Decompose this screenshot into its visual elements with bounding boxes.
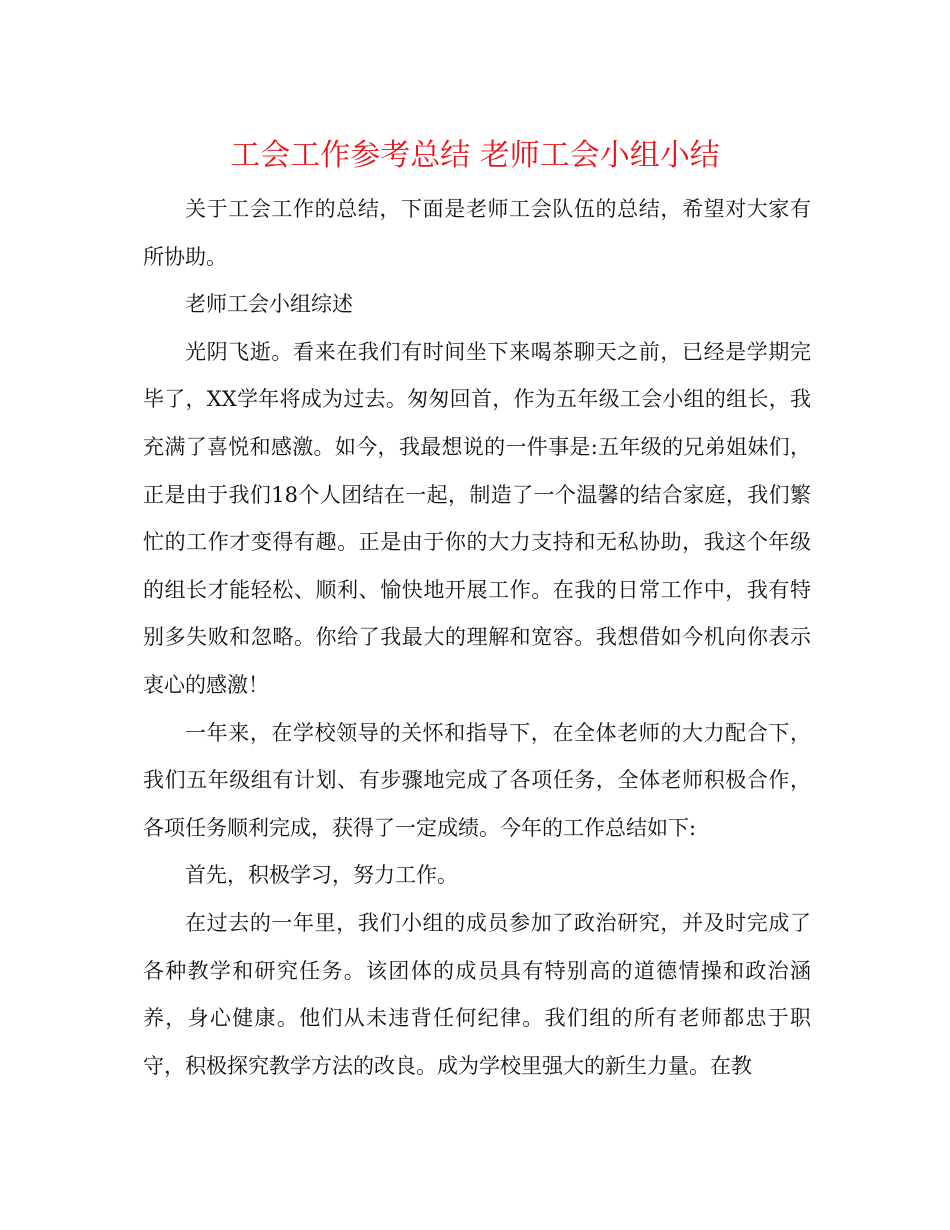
document-body (143, 186, 811, 1090)
paragraph-intro: 关于工会工作的总结，下面是老师工会队伍的总结，希望对大家有所协助。 (143, 197, 811, 269)
paragraph-year-summary: 一年来，在学校领导的关怀和指导下，在全体老师的大力配合下，我们五年级组有计划、有步骤地完成了各项任务，全体老师积极合作，各项任务顺利完成，获得了一定成绩。今年的工作总结如下: (143, 720, 811, 840)
paragraph-first-point: 首先，积极学习，努力工作。 (185, 863, 458, 888)
paragraph-study-details: 在过去的一年里，我们小组的成员参加了政治研究，并及时完成了各种教学和研究任务。该团体的成员具有特别高的道德情操和政治涵养，身心健康。他们从未违背任何纪律。我们组的所有老师都忠于职守，积极探究教学方法的改良。成为学校里强大的新生力量。在教 (143, 910, 811, 1078)
document-title: 工会工作参考总结 老师工会小组小结 (230, 138, 720, 173)
paragraph-heading: 老师工会小组综述 (185, 292, 353, 317)
paragraph-reflection: 光阴飞逝。看来在我们有时间坐下来喝茶聊天之前，已经是学期完毕了，XX学年将成为过去。匆匆回首，作为五年级工会小组的组长，我充满了喜悦和感激。如今，我最想说的一件事是:五年级的兄弟姐妹们，正是由于我们18个人团结在一起，制造了一个温馨的结合家庭，我们繁忙的工作才变得有趣。正是由于你的大力支持和无私协助，我这个年级的组长才能轻松、顺利、愉快地开展工作。在我的日常工作中，我有特别多失败和忽略。你给了我最大的理解和宽容。我想借如今机向你表示衷心的感激！ (143, 339, 811, 697)
